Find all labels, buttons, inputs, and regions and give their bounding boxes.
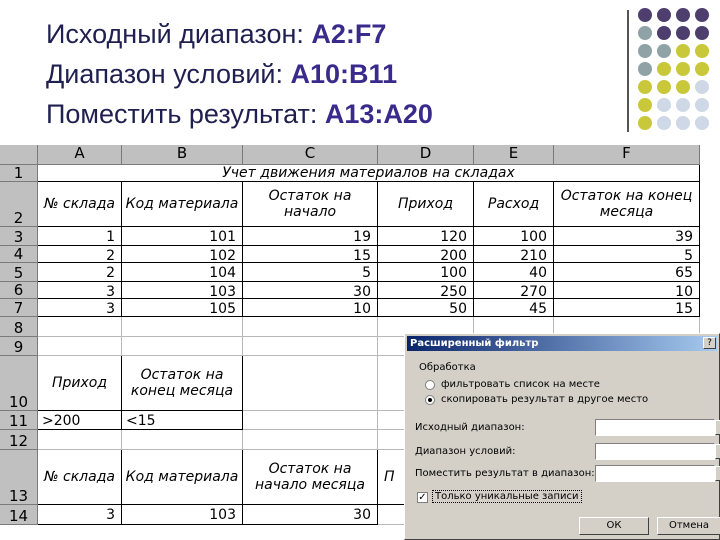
empty-cell[interactable] bbox=[243, 337, 378, 356]
decorative-dot bbox=[676, 80, 690, 94]
table-cell[interactable]: 103 bbox=[122, 282, 243, 299]
decorative-dot bbox=[657, 62, 671, 76]
table-cell[interactable]: 30 bbox=[243, 282, 378, 299]
row-header[interactable]: 12 bbox=[0, 430, 38, 450]
table-cell[interactable]: 45 bbox=[474, 299, 554, 317]
table-cell[interactable]: 40 bbox=[474, 263, 554, 282]
criteria-value[interactable]: >200 bbox=[38, 411, 122, 430]
decorative-dot bbox=[657, 26, 671, 40]
result-header: Код материала bbox=[122, 450, 243, 505]
dialog-title[interactable]: Расширенный фильтр bbox=[407, 336, 717, 351]
table-cell[interactable]: 15 bbox=[554, 299, 700, 317]
empty-cell[interactable] bbox=[243, 356, 378, 411]
row-header[interactable]: 9 bbox=[0, 337, 38, 356]
table-title: Учет движения материалов на складах bbox=[38, 165, 700, 182]
title-line-criteria: Диапазон условий: A10:B11 bbox=[46, 59, 398, 89]
criteria-range-input[interactable] bbox=[595, 443, 715, 460]
decorative-dot-grid bbox=[638, 8, 720, 138]
output-range-collapse-button[interactable] bbox=[715, 466, 720, 481]
row-header[interactable]: 7 bbox=[0, 299, 38, 317]
empty-cell[interactable] bbox=[243, 411, 378, 430]
table-cell[interactable]: 102 bbox=[122, 246, 243, 263]
column-header-c[interactable]: C bbox=[243, 145, 378, 165]
table-cell[interactable]: 50 bbox=[378, 299, 474, 317]
table-cell[interactable]: 2 bbox=[38, 263, 122, 282]
unique-records-checkbox[interactable]: ✓ bbox=[418, 492, 427, 503]
decorative-dot bbox=[676, 8, 690, 22]
row-header[interactable]: 4 bbox=[0, 246, 38, 263]
column-caption: № склада bbox=[38, 182, 122, 227]
decorative-dot bbox=[695, 80, 709, 94]
decorative-dot bbox=[695, 116, 709, 130]
decorative-dot bbox=[657, 80, 671, 94]
filter-in-place-label[interactable]: фильтровать список на месте bbox=[441, 379, 600, 390]
result-cell[interactable]: 3 bbox=[38, 505, 122, 525]
empty-cell[interactable] bbox=[38, 317, 122, 337]
table-cell[interactable]: 5 bbox=[554, 246, 700, 263]
table-cell[interactable]: 120 bbox=[378, 227, 474, 246]
copy-to-location-label[interactable]: скопировать результат в другое место bbox=[441, 394, 649, 405]
result-cell[interactable]: 30 bbox=[243, 505, 378, 525]
empty-cell[interactable] bbox=[38, 337, 122, 356]
result-cell[interactable]: 103 bbox=[122, 505, 243, 525]
row-header[interactable]: 3 bbox=[0, 227, 38, 246]
table-cell[interactable]: 270 bbox=[474, 282, 554, 299]
empty-cell[interactable] bbox=[243, 317, 378, 337]
table-cell[interactable]: 1 bbox=[38, 227, 122, 246]
title-line-output: Поместить результат: A13:A20 bbox=[46, 99, 433, 129]
table-cell[interactable]: 210 bbox=[474, 246, 554, 263]
title-line-source: Исходный диапазон: A2:F7 bbox=[46, 19, 387, 49]
decorative-dot bbox=[638, 8, 652, 22]
ok-button[interactable]: ОК bbox=[579, 517, 649, 535]
row-header[interactable]: 2 bbox=[0, 182, 38, 227]
criteria-header: Приход bbox=[38, 356, 122, 411]
decorative-dot bbox=[638, 116, 652, 130]
column-header-b[interactable]: B bbox=[122, 145, 243, 165]
table-cell[interactable]: 3 bbox=[38, 282, 122, 299]
result-header: Остаток на начало месяца bbox=[243, 450, 378, 505]
table-cell[interactable]: 65 bbox=[554, 263, 700, 282]
row-header[interactable]: 11 bbox=[0, 411, 38, 430]
advanced-filter-dialog bbox=[404, 333, 720, 540]
decorative-dot bbox=[638, 98, 652, 112]
criteria-range-label: Диапазон условий: bbox=[415, 446, 516, 457]
criteria-header: Остаток на конец месяца bbox=[122, 356, 243, 411]
table-cell[interactable]: 39 bbox=[554, 227, 700, 246]
table-cell[interactable]: 10 bbox=[243, 299, 378, 317]
column-caption: Расход bbox=[474, 182, 554, 227]
decorative-dot bbox=[676, 116, 690, 130]
decorative-dot bbox=[657, 116, 671, 130]
column-caption: Остаток на начало bbox=[243, 182, 378, 227]
column-header-e[interactable]: E bbox=[474, 145, 554, 165]
criteria-value[interactable]: <15 bbox=[122, 411, 243, 430]
decorative-dot bbox=[695, 62, 709, 76]
decorative-dot bbox=[676, 98, 690, 112]
row-header[interactable]: 6 bbox=[0, 282, 38, 299]
empty-cell[interactable] bbox=[122, 337, 243, 356]
slide-title bbox=[46, 14, 626, 134]
result-header: П bbox=[378, 450, 474, 505]
table-cell[interactable]: 104 bbox=[122, 263, 243, 282]
column-caption: Код материала bbox=[122, 182, 243, 227]
row-header[interactable]: 1 bbox=[0, 165, 38, 182]
column-caption: Приход bbox=[378, 182, 474, 227]
column-header-f[interactable]: F bbox=[554, 145, 700, 165]
source-range-label: Исходный диапазон: bbox=[415, 422, 525, 433]
row-header[interactable]: 14 bbox=[0, 505, 38, 525]
select-all-corner[interactable] bbox=[0, 145, 38, 165]
column-header-d[interactable]: D bbox=[378, 145, 474, 165]
row-header[interactable]: 8 bbox=[0, 317, 38, 337]
output-range-input[interactable] bbox=[595, 465, 715, 482]
row-header[interactable]: 10 bbox=[0, 356, 38, 411]
decorative-dot bbox=[695, 98, 709, 112]
decorative-dot bbox=[676, 44, 690, 58]
table-cell[interactable]: 250 bbox=[378, 282, 474, 299]
empty-cell[interactable] bbox=[243, 430, 378, 450]
table-cell[interactable]: 3 bbox=[38, 299, 122, 317]
table-cell[interactable]: 200 bbox=[378, 246, 474, 263]
row-header[interactable]: 5 bbox=[0, 263, 38, 282]
column-caption: Остаток на конец месяца bbox=[554, 182, 700, 227]
cancel-button[interactable]: Отмена bbox=[657, 517, 720, 535]
source-range-collapse-button[interactable] bbox=[715, 420, 720, 435]
empty-cell[interactable] bbox=[122, 317, 243, 337]
filter-in-place-radio[interactable] bbox=[425, 380, 435, 390]
criteria-range-collapse-button[interactable] bbox=[715, 444, 720, 459]
table-cell[interactable]: 5 bbox=[243, 263, 378, 282]
decorative-dot bbox=[676, 26, 690, 40]
table-cell[interactable]: 100 bbox=[378, 263, 474, 282]
column-header-a[interactable]: A bbox=[38, 145, 122, 165]
table-cell[interactable]: 101 bbox=[122, 227, 243, 246]
source-range-input[interactable] bbox=[595, 419, 715, 436]
empty-cell[interactable] bbox=[122, 430, 243, 450]
table-cell[interactable]: 19 bbox=[243, 227, 378, 246]
decorative-dot bbox=[638, 26, 652, 40]
output-range-label: Поместить результат в диапазон: bbox=[415, 468, 595, 479]
processing-group-label: Обработка bbox=[419, 362, 476, 373]
table-cell[interactable]: 15 bbox=[243, 246, 378, 263]
row-header[interactable]: 13 bbox=[0, 450, 38, 505]
help-icon[interactable]: ? bbox=[703, 337, 716, 349]
table-cell[interactable]: 100 bbox=[474, 227, 554, 246]
decorative-divider bbox=[627, 10, 629, 132]
decorative-dot bbox=[695, 26, 709, 40]
decorative-dot bbox=[638, 44, 652, 58]
decorative-dot bbox=[695, 8, 709, 22]
decorative-dot bbox=[657, 98, 671, 112]
table-cell[interactable]: 10 bbox=[554, 282, 700, 299]
decorative-dot bbox=[657, 44, 671, 58]
decorative-dot bbox=[638, 80, 652, 94]
copy-to-location-radio[interactable] bbox=[425, 395, 435, 405]
decorative-dot bbox=[695, 44, 709, 58]
decorative-dot bbox=[657, 8, 671, 22]
decorative-dot bbox=[638, 62, 652, 76]
decorative-dot bbox=[676, 62, 690, 76]
unique-records-label[interactable]: Только уникальные записи bbox=[435, 491, 579, 502]
result-header: № склада bbox=[38, 450, 122, 505]
table-cell[interactable]: 2 bbox=[38, 246, 122, 263]
table-cell[interactable]: 105 bbox=[122, 299, 243, 317]
empty-cell[interactable] bbox=[38, 430, 122, 450]
